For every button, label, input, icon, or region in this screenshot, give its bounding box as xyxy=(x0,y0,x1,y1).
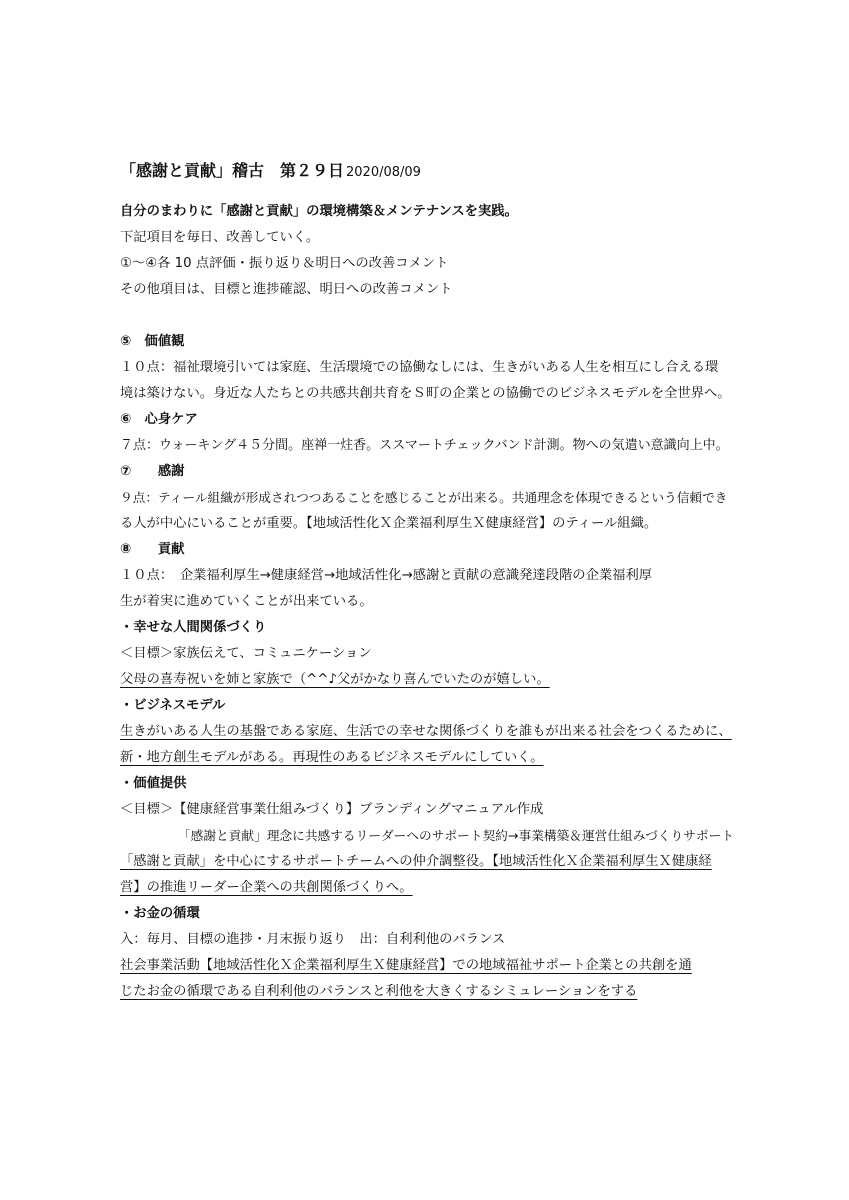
section-8-heading: ⑧ 貢献 xyxy=(120,542,185,557)
money-line-3: じたお金の循環である自利利他のバランスと利他を大きくするシミュレーションをする xyxy=(120,984,638,999)
section-5-heading: ⑤ 価値観 xyxy=(120,334,185,349)
spacer xyxy=(120,303,740,329)
intro-line-2: ①～④各 10 点評価・振り返り＆明日への改善コメント xyxy=(120,256,449,271)
intro-headline: 自分のまわりに「感謝と貢献」の環境構築＆メンテナンスを実践。 xyxy=(120,204,518,219)
section-7-heading: ⑦ 感謝 xyxy=(120,464,185,479)
title-date: 2020/08/09 xyxy=(346,165,421,180)
section-7-line-1: ９点：ティール組織が形成されつつあることを感じることが出来る。共通理念を体現できるという信頼でき xyxy=(120,490,728,505)
section-8-line-2: 生が着実に進めていくことが出来ている。 xyxy=(120,594,373,609)
business-heading: ・ビジネスモデル xyxy=(120,698,226,713)
money-line-2: 社会事業活動【地域活性化Ｘ企業福利厚生Ｘ健康経営】での地域福祉サポート企業との共創を通 xyxy=(120,958,692,973)
section-5-line-1: １０点：福祉環境引いては家庭、生活環境での協働なしには、生きがいある人生を相互にし合える環 xyxy=(120,360,719,375)
intro-line-1: 下記項目を毎日、改善していく。 xyxy=(120,230,320,245)
business-line-2: 新・地方創生モデルがある。再現性のあるビジネスモデルにしていく。 xyxy=(120,750,544,765)
section-6-heading: ⑥ 心身ケア xyxy=(120,412,198,427)
title-main: 「感謝と貢献」稽古 第２９日 xyxy=(120,161,345,180)
relations-heading: ・幸せな人間関係づくり xyxy=(120,620,267,635)
relations-line-1: 父母の喜寿祝いを姉と家族で（^^♪父がかなり喜んでいたのが嬉しい。 xyxy=(120,672,550,687)
money-heading: ・お金の循環 xyxy=(120,906,200,921)
value-goal: ＜目標＞【健康経営事業仕組みづくり】ブランディングマニュアル作成 xyxy=(120,802,544,817)
intro-line-3: その他項目は、目標と進捗確認、明日への改善コメント xyxy=(120,282,453,297)
section-6-line-1: ７点：ウォーキング４５分間。座禅一炷香。ススマートチェックバンド計測。物への気遣い意識向上中。 xyxy=(120,438,729,453)
money-line-1: 入：毎月、目標の進捗・月末振り返り 出：自利利他のバランス xyxy=(120,932,506,947)
business-line-1: 生きがいある人生の基盤である家庭、生活での幸せな関係づくりを誰もが出来る社会をつくるために、 xyxy=(120,724,732,739)
section-7-line-2: る人が中心にいることが重要。【地域活性化Ｘ企業福利厚生Ｘ健康経営】のティール組織。 xyxy=(120,516,658,531)
value-line-2: 「感謝と貢献」を中心にするサポートチームへの仲介調整役。【地域活性化Ｘ企業福利厚生Ｘ健康経 xyxy=(120,854,712,869)
section-8-line-1: １０点： 企業福利厚生→健康経営→地域活性化→感謝と貢献の意識発達段階の企業福利厚 xyxy=(120,568,653,583)
value-line-3: 営】の推進リーダー企業への共創関係づくりへ。 xyxy=(120,880,413,895)
section-5-line-2: 境は築けない。身近な人たちとの共感共創共育をＳ町の企業との協働でのビジネスモデルを全世界へ。 xyxy=(120,386,731,401)
value-line-1: 「感謝と貢献」理念に共感するリーダーへのサポート契約→事業構築＆運営仕組みづくりサポート xyxy=(178,828,734,843)
relations-goal: ＜目標＞家族伝えて、コミュニケーション xyxy=(120,646,372,661)
document-page xyxy=(120,158,740,1005)
value-heading: ・価値提供 xyxy=(120,776,187,791)
document-title xyxy=(120,158,740,181)
